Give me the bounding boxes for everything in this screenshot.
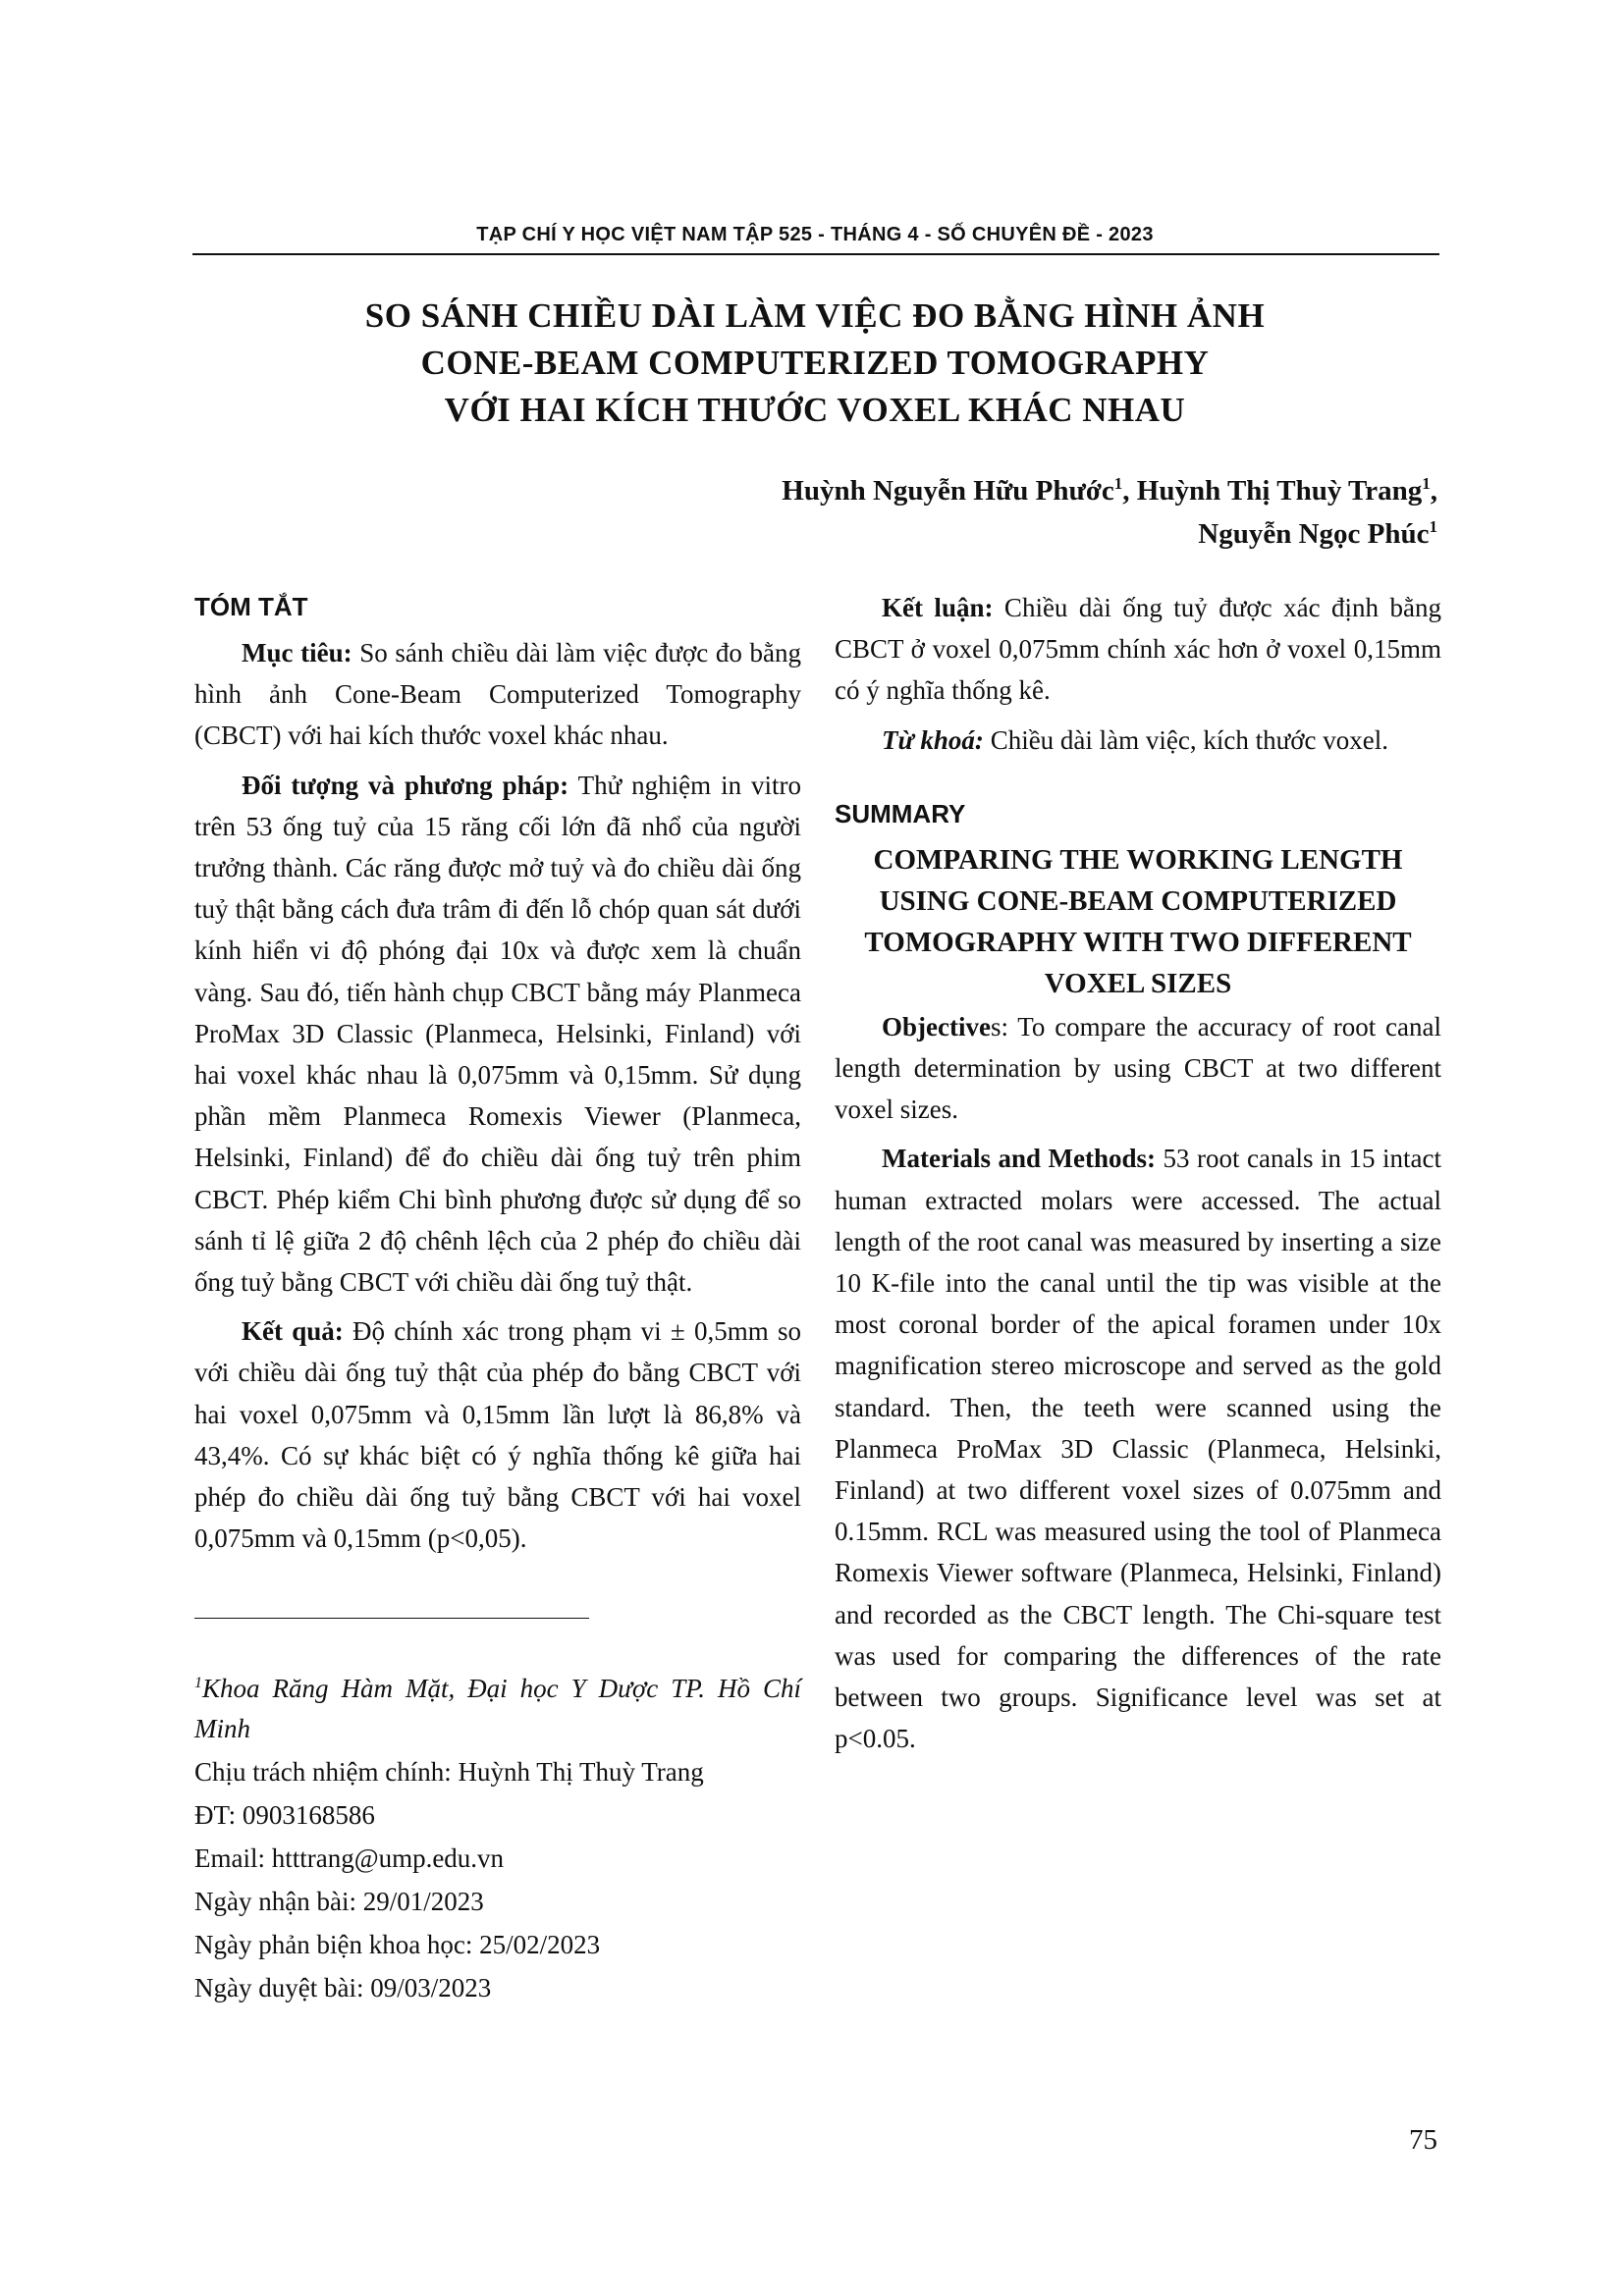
summary-label: Materials and Methods: bbox=[882, 1144, 1156, 1174]
footnote-email: Email: htttrang@ump.edu.vn bbox=[194, 1843, 505, 1873]
summary-label: Objective bbox=[882, 1011, 991, 1041]
abstract-text: So sánh chiều dài làm việc được đo bằng hình ảnh Cone-Beam Computerized Tomography (CBCT) với hai kích thước voxel khác nhau. bbox=[194, 638, 801, 751]
abstract-text: Chiều dài làm việc, kích thước voxel. bbox=[983, 724, 1388, 755]
author-affiliation-mark: 1 bbox=[1113, 474, 1123, 493]
summary-text: : To compare the accuracy of root canal length determination by using CBCT at two different voxel sizes. bbox=[835, 1011, 1441, 1125]
summary-methods-paragraph bbox=[835, 1138, 1441, 1759]
footnote-rule bbox=[194, 1618, 589, 1619]
abstract-label: Mục tiêu: bbox=[242, 638, 352, 667]
author-name: Huỳnh Nguyễn Hữu Phước bbox=[782, 475, 1114, 507]
title-line-1: SO SÁNH CHIỀU DÀI LÀM VIỆC ĐO BẰNG HÌNH ẢNH bbox=[364, 296, 1266, 335]
abstract-text: Độ chính xác trong phạm vi ± 0,5mm so với chiều dài ống tuỷ thật của phép đo bằng CBCT với hai voxel 0,075mm và 0,15mm lần lượt là 86,8% và 43,4%. Có sự khác biệt có ý nghĩa thống kê giữa hai phép đo chiều dài ống tuỷ bằng CBCT với hai voxel 0,075mm và 0,15mm (p<0,05). bbox=[194, 1316, 801, 1554]
footnote-received: Ngày nhận bài: 29/01/2023 bbox=[194, 1887, 484, 1916]
right-column bbox=[835, 587, 1441, 1767]
abstract-text: Thử nghiệm in vitro trên 53 ống tuỷ của 15 răng cối lớn đã nhổ của người trưởng thành. Các răng được mở tuỷ và đo chiều dài ống tuỷ thật bằng cách đưa trâm đi đến lỗ chóp quan sát dưới kính hiển vi độ phóng đại 10x và được xem là chuẩn vàng. Sau đó, tiến hành chụp CBCT bằng máy Planmeca ProMax 3D Classic (Planmeca, Helsinki, Finland) với hai voxel khác nhau là 0,075mm và 0,15mm. Sử dụng phần mềm Planmeca Romexis Viewer (Planmeca, Helsinki, Finland) để đo chiều dài ống tuỷ trên phim CBCT. Phép kiểm Chi bình phương được sử dụng để so sánh tỉ lệ giữa 2 độ chênh lệch của 2 phép đo chiều dài ống tuỷ bằng CBCT với chiều dài ống tuỷ thật. bbox=[194, 770, 801, 1298]
affiliation-text: Khoa Răng Hàm Mặt, Đại học Y Dược TP. Hồ Chí Minh bbox=[194, 1674, 801, 1743]
footnote-responsible: Chịu trách nhiệm chính: Huỳnh Thị Thuỳ Trang bbox=[194, 1757, 704, 1787]
abstract-text: Chiều dài ống tuỷ được xác định bằng CBCT ở voxel 0,075mm chính xác hơn ở voxel 0,15mm có ý nghĩa thống kê. bbox=[835, 593, 1441, 706]
journal-header: TẠP CHÍ Y HỌC VIỆT NAM TẬP 525 - THÁNG 4 - SỐ CHUYÊN ĐỀ - 2023 bbox=[476, 224, 1154, 245]
abstract-objective-paragraph bbox=[194, 632, 801, 757]
abstract-methods-paragraph bbox=[194, 765, 801, 1304]
summary-title: COMPARING THE WORKING LENGTH USING CONE-BEAM COMPUTERIZED TOMOGRAPHY WITH TWO DIFFERENT VOXEL SIZES bbox=[864, 843, 1412, 999]
article-title bbox=[192, 293, 1437, 434]
summary-label-suffix: s bbox=[990, 1011, 1001, 1041]
author-affiliation-mark: 1 bbox=[1422, 474, 1431, 493]
abstract-label: Kết luận: bbox=[882, 593, 994, 622]
summary-text: 53 root canals in 15 intact human extracted molars were accessed. The actual length of the root canal was measured by inserting a size 10 K-file into the canal until the tip was visible at the most coronal border of the apical foramen under 10x magnification stereo microscope and served as the gold standard. Then, the teeth were scanned using the Planmeca ProMax 3D Classic (Planmeca, Helsinki, Finland) at two different voxel sizes of 0.075mm and 0.15mm. RCL was measured using the tool of Planmeca Romexis Viewer software (Planmeca, Helsinki, Finland) and recorded as the CBCT length. The Chi-square test was used for comparing the differences of the rate between two groups. Significance level was set at p<0.05. bbox=[835, 1144, 1441, 1754]
abstract-keywords-paragraph bbox=[835, 720, 1441, 761]
footnote-reviewed: Ngày phản biện khoa học: 25/02/2023 bbox=[194, 1930, 601, 1959]
abstract-label: Kết quả: bbox=[242, 1316, 344, 1347]
author-line-2 bbox=[782, 512, 1437, 556]
summary-objectives-paragraph bbox=[835, 1006, 1441, 1131]
footnote-phone: ĐT: 0903168586 bbox=[194, 1800, 375, 1830]
abstract-label: Đối tượng và phương pháp: bbox=[242, 770, 569, 800]
abstract-conclusion-paragraph bbox=[835, 587, 1441, 712]
footnotes bbox=[194, 1669, 801, 2011]
header-rule bbox=[192, 253, 1439, 255]
affiliation-mark: 1 bbox=[194, 1675, 202, 1691]
footnote-accepted: Ngày duyệt bài: 09/03/2023 bbox=[194, 1973, 492, 2002]
abstract-label: Từ khoá: bbox=[882, 724, 984, 755]
left-column bbox=[194, 587, 801, 1567]
title-line-2: CONE-BEAM COMPUTERIZED TOMOGRAPHY bbox=[420, 344, 1210, 382]
title-line-3: VỚI HAI KÍCH THƯỚC VOXEL KHÁC NHAU bbox=[444, 391, 1186, 429]
author-affiliation-mark: 1 bbox=[1429, 517, 1437, 536]
footnote-affiliation bbox=[194, 1669, 801, 1749]
tomtat-heading: TÓM TẮT bbox=[194, 592, 308, 621]
author-name: Nguyễn Ngọc Phúc bbox=[1198, 518, 1430, 550]
page-number: 75 bbox=[1409, 2124, 1437, 2156]
abstract-results-paragraph bbox=[194, 1310, 801, 1559]
author-name: Huỳnh Thị Thuỳ Trang bbox=[1136, 475, 1423, 507]
author-list bbox=[782, 469, 1437, 556]
summary-heading: SUMMARY bbox=[835, 798, 966, 828]
author-line-1: Huỳnh Nguyễn Hữu Phước$^1$, Huỳnh Thị Thuỳ Trang$^1$, bbox=[782, 474, 1437, 507]
